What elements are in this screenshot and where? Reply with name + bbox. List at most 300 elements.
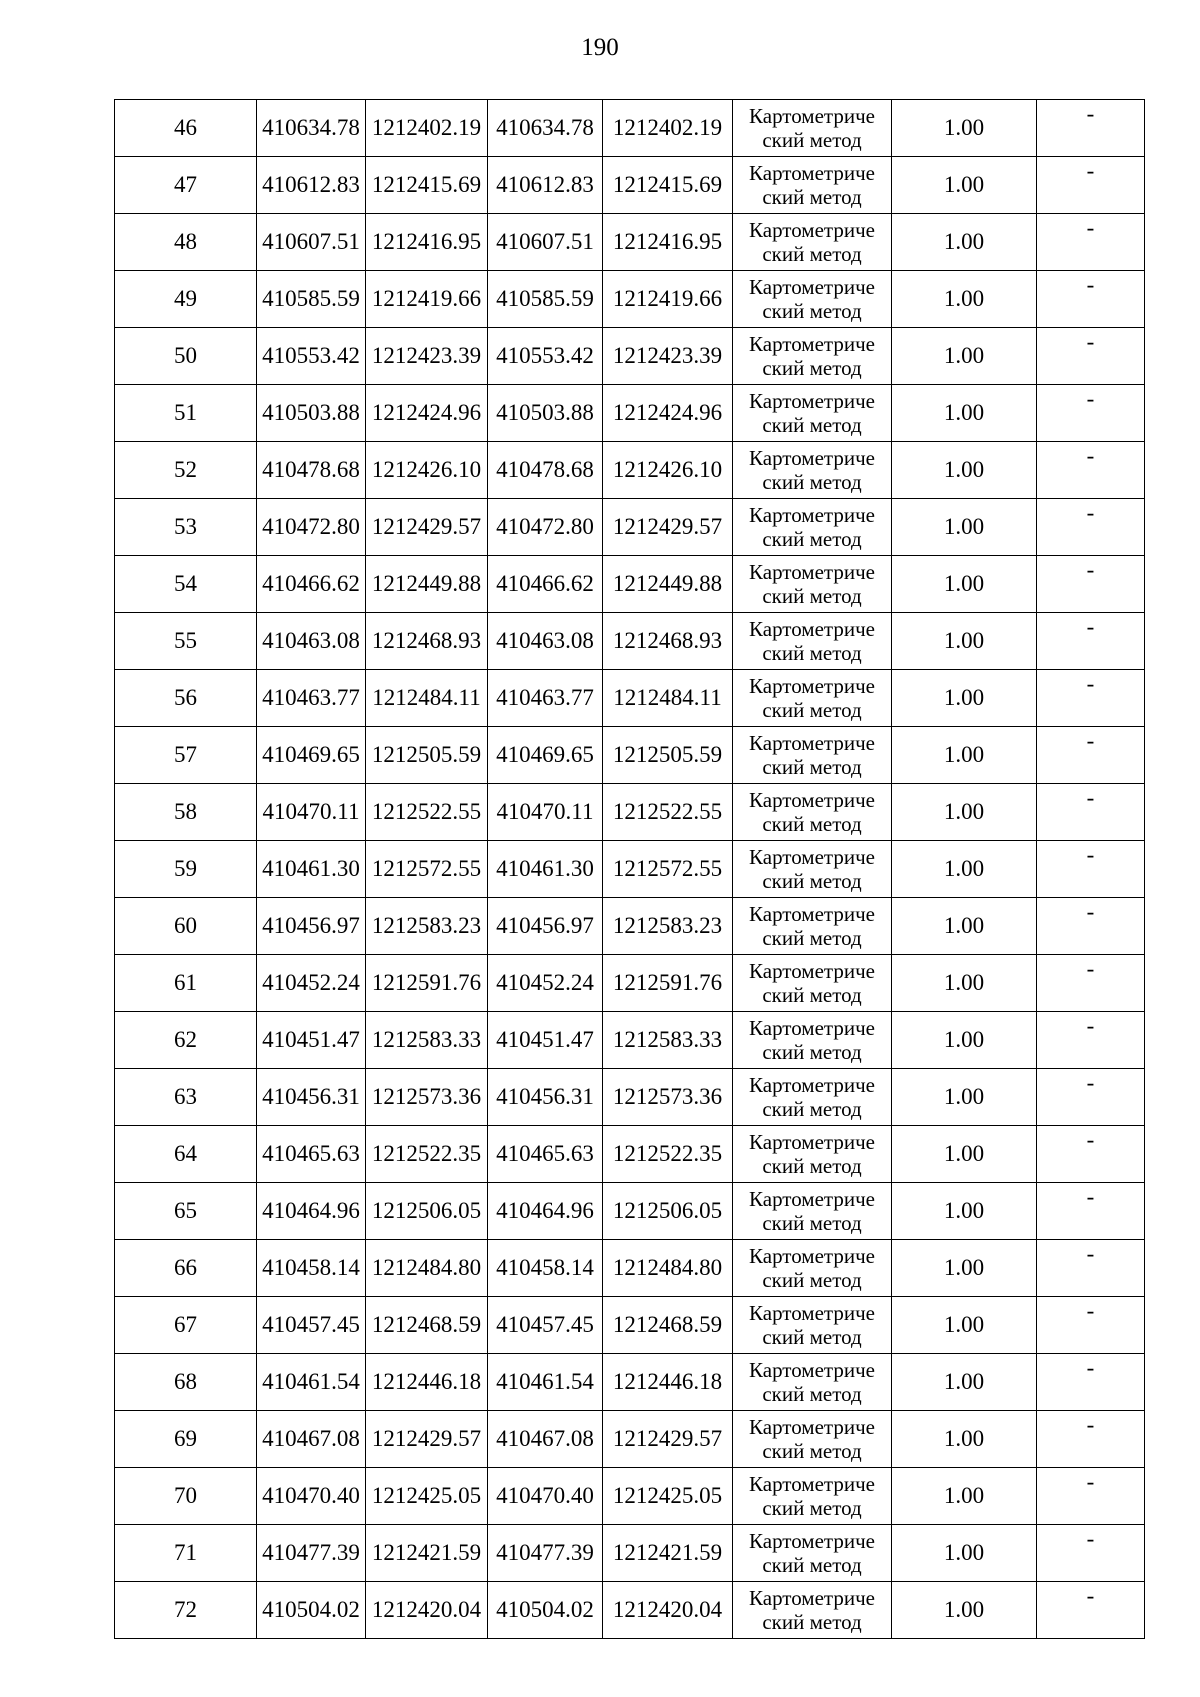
point-number-cell: 54 bbox=[115, 556, 257, 613]
note-cell: - bbox=[1037, 898, 1145, 955]
y-old-cell: 1212484.11 bbox=[366, 670, 488, 727]
method-line1: Картометриче bbox=[749, 1301, 875, 1325]
x-old-cell: 410504.02 bbox=[257, 1582, 366, 1639]
table-row bbox=[115, 1582, 1145, 1639]
method-cell bbox=[733, 841, 892, 898]
accuracy-cell: 1.00 bbox=[892, 1297, 1037, 1354]
point-number-cell: 62 bbox=[115, 1012, 257, 1069]
table-row bbox=[115, 670, 1145, 727]
method-line1: Картометриче bbox=[749, 1130, 875, 1154]
y-old-cell: 1212429.57 bbox=[366, 499, 488, 556]
y-new-cell: 1212416.95 bbox=[603, 214, 733, 271]
x-new-cell: 410612.83 bbox=[488, 157, 603, 214]
accuracy-cell: 1.00 bbox=[892, 898, 1037, 955]
method-line1: Картометриче bbox=[749, 503, 875, 527]
method-cell bbox=[733, 1297, 892, 1354]
method-cell bbox=[733, 1183, 892, 1240]
point-number-cell: 46 bbox=[115, 100, 257, 157]
table-row bbox=[115, 385, 1145, 442]
method-line1: Картометриче bbox=[749, 1415, 875, 1439]
y-new-cell: 1212402.19 bbox=[603, 100, 733, 157]
point-number-cell: 71 bbox=[115, 1525, 257, 1582]
x-old-cell: 410456.31 bbox=[257, 1069, 366, 1126]
point-number-cell: 47 bbox=[115, 157, 257, 214]
accuracy-cell: 1.00 bbox=[892, 955, 1037, 1012]
y-new-cell: 1212429.57 bbox=[603, 1411, 733, 1468]
y-new-cell: 1212468.93 bbox=[603, 613, 733, 670]
method-line2: ский метод bbox=[762, 299, 862, 323]
note-cell: - bbox=[1037, 841, 1145, 898]
accuracy-cell: 1.00 bbox=[892, 1411, 1037, 1468]
accuracy-cell: 1.00 bbox=[892, 670, 1037, 727]
table-row bbox=[115, 1525, 1145, 1582]
note-cell: - bbox=[1037, 1012, 1145, 1069]
table-row bbox=[115, 613, 1145, 670]
note-cell: - bbox=[1037, 784, 1145, 841]
method-line1: Картометриче bbox=[749, 332, 875, 356]
note-cell: - bbox=[1037, 727, 1145, 784]
note-cell: - bbox=[1037, 670, 1145, 727]
method-line2: ский метод bbox=[762, 242, 862, 266]
method-line1: Картометриче bbox=[749, 218, 875, 242]
method-line2: ский метод bbox=[762, 1496, 862, 1520]
method-line2: ский метод bbox=[762, 1553, 862, 1577]
method-line2: ский метод bbox=[762, 1211, 862, 1235]
y-old-cell: 1212402.19 bbox=[366, 100, 488, 157]
x-old-cell: 410461.30 bbox=[257, 841, 366, 898]
table-row bbox=[115, 1069, 1145, 1126]
x-new-cell: 410463.08 bbox=[488, 613, 603, 670]
y-new-cell: 1212468.59 bbox=[603, 1297, 733, 1354]
x-new-cell: 410503.88 bbox=[488, 385, 603, 442]
accuracy-cell: 1.00 bbox=[892, 499, 1037, 556]
y-new-cell: 1212484.11 bbox=[603, 670, 733, 727]
method-line1: Картометриче bbox=[749, 1016, 875, 1040]
method-line1: Картометриче bbox=[749, 1586, 875, 1610]
accuracy-cell: 1.00 bbox=[892, 1012, 1037, 1069]
x-new-cell: 410464.96 bbox=[488, 1183, 603, 1240]
y-old-cell: 1212506.05 bbox=[366, 1183, 488, 1240]
x-old-cell: 410585.59 bbox=[257, 271, 366, 328]
point-number-cell: 68 bbox=[115, 1354, 257, 1411]
x-new-cell: 410607.51 bbox=[488, 214, 603, 271]
x-new-cell: 410467.08 bbox=[488, 1411, 603, 1468]
method-line1: Картометриче bbox=[749, 161, 875, 185]
method-line1: Картометриче bbox=[749, 1073, 875, 1097]
accuracy-cell: 1.00 bbox=[892, 556, 1037, 613]
x-new-cell: 410457.45 bbox=[488, 1297, 603, 1354]
method-cell bbox=[733, 385, 892, 442]
method-line1: Картометриче bbox=[749, 674, 875, 698]
method-cell bbox=[733, 214, 892, 271]
x-old-cell: 410464.96 bbox=[257, 1183, 366, 1240]
x-old-cell: 410472.80 bbox=[257, 499, 366, 556]
method-cell bbox=[733, 1411, 892, 1468]
point-number-cell: 49 bbox=[115, 271, 257, 328]
x-old-cell: 410452.24 bbox=[257, 955, 366, 1012]
table-row bbox=[115, 1468, 1145, 1525]
point-number-cell: 65 bbox=[115, 1183, 257, 1240]
x-old-cell: 410458.14 bbox=[257, 1240, 366, 1297]
table-row bbox=[115, 898, 1145, 955]
method-cell bbox=[733, 1069, 892, 1126]
note-cell: - bbox=[1037, 100, 1145, 157]
x-old-cell: 410466.62 bbox=[257, 556, 366, 613]
x-new-cell: 410456.97 bbox=[488, 898, 603, 955]
note-cell: - bbox=[1037, 1240, 1145, 1297]
method-line2: ский метод bbox=[762, 185, 862, 209]
x-new-cell: 410461.30 bbox=[488, 841, 603, 898]
x-old-cell: 410463.77 bbox=[257, 670, 366, 727]
point-number-cell: 50 bbox=[115, 328, 257, 385]
method-line1: Картометриче bbox=[749, 1358, 875, 1382]
x-old-cell: 410470.40 bbox=[257, 1468, 366, 1525]
method-cell bbox=[733, 613, 892, 670]
accuracy-cell: 1.00 bbox=[892, 613, 1037, 670]
accuracy-cell: 1.00 bbox=[892, 1525, 1037, 1582]
table-row bbox=[115, 1354, 1145, 1411]
y-new-cell: 1212522.55 bbox=[603, 784, 733, 841]
method-line2: ский метод bbox=[762, 584, 862, 608]
y-old-cell: 1212583.23 bbox=[366, 898, 488, 955]
point-number-cell: 63 bbox=[115, 1069, 257, 1126]
y-new-cell: 1212429.57 bbox=[603, 499, 733, 556]
method-cell bbox=[733, 670, 892, 727]
method-line1: Картометриче bbox=[749, 389, 875, 413]
point-number-cell: 70 bbox=[115, 1468, 257, 1525]
note-cell: - bbox=[1037, 499, 1145, 556]
table-row bbox=[115, 1411, 1145, 1468]
method-cell bbox=[733, 328, 892, 385]
method-cell bbox=[733, 898, 892, 955]
y-old-cell: 1212573.36 bbox=[366, 1069, 488, 1126]
accuracy-cell: 1.00 bbox=[892, 1468, 1037, 1525]
x-new-cell: 410452.24 bbox=[488, 955, 603, 1012]
method-line2: ский метод bbox=[762, 812, 862, 836]
method-line2: ский метод bbox=[762, 527, 862, 551]
point-number-cell: 64 bbox=[115, 1126, 257, 1183]
x-old-cell: 410467.08 bbox=[257, 1411, 366, 1468]
x-new-cell: 410472.80 bbox=[488, 499, 603, 556]
method-line1: Картометриче bbox=[749, 1529, 875, 1553]
method-line1: Картометриче bbox=[749, 959, 875, 983]
y-new-cell: 1212505.59 bbox=[603, 727, 733, 784]
y-old-cell: 1212468.93 bbox=[366, 613, 488, 670]
point-number-cell: 60 bbox=[115, 898, 257, 955]
table-row bbox=[115, 784, 1145, 841]
method-line1: Картометриче bbox=[749, 1472, 875, 1496]
table-row bbox=[115, 499, 1145, 556]
method-line2: ский метод bbox=[762, 1040, 862, 1064]
note-cell: - bbox=[1037, 214, 1145, 271]
method-cell bbox=[733, 1525, 892, 1582]
method-cell bbox=[733, 1240, 892, 1297]
method-line2: ский метод bbox=[762, 356, 862, 380]
y-new-cell: 1212484.80 bbox=[603, 1240, 733, 1297]
point-number-cell: 51 bbox=[115, 385, 257, 442]
x-new-cell: 410456.31 bbox=[488, 1069, 603, 1126]
y-old-cell: 1212522.35 bbox=[366, 1126, 488, 1183]
x-new-cell: 410463.77 bbox=[488, 670, 603, 727]
y-old-cell: 1212424.96 bbox=[366, 385, 488, 442]
accuracy-cell: 1.00 bbox=[892, 727, 1037, 784]
note-cell: - bbox=[1037, 328, 1145, 385]
method-line1: Картометриче bbox=[749, 104, 875, 128]
accuracy-cell: 1.00 bbox=[892, 1240, 1037, 1297]
note-cell: - bbox=[1037, 1069, 1145, 1126]
method-line1: Картометриче bbox=[749, 1244, 875, 1268]
note-cell: - bbox=[1037, 1354, 1145, 1411]
x-new-cell: 410461.54 bbox=[488, 1354, 603, 1411]
y-old-cell: 1212419.66 bbox=[366, 271, 488, 328]
method-cell bbox=[733, 1126, 892, 1183]
table-row bbox=[115, 955, 1145, 1012]
x-old-cell: 410465.63 bbox=[257, 1126, 366, 1183]
method-line2: ский метод bbox=[762, 1610, 862, 1634]
table-row bbox=[115, 841, 1145, 898]
y-old-cell: 1212484.80 bbox=[366, 1240, 488, 1297]
method-cell bbox=[733, 442, 892, 499]
method-line1: Картометриче bbox=[749, 1187, 875, 1211]
point-number-cell: 66 bbox=[115, 1240, 257, 1297]
method-cell bbox=[733, 556, 892, 613]
coordinates-table bbox=[114, 99, 1145, 1639]
method-line2: ский метод bbox=[762, 1439, 862, 1463]
note-cell: - bbox=[1037, 271, 1145, 328]
x-old-cell: 410451.47 bbox=[257, 1012, 366, 1069]
table-row bbox=[115, 1297, 1145, 1354]
y-new-cell: 1212522.35 bbox=[603, 1126, 733, 1183]
note-cell: - bbox=[1037, 157, 1145, 214]
note-cell: - bbox=[1037, 955, 1145, 1012]
method-line1: Картометриче bbox=[749, 560, 875, 584]
table-row bbox=[115, 1183, 1145, 1240]
method-line2: ский метод bbox=[762, 1154, 862, 1178]
method-line2: ский метод bbox=[762, 1268, 862, 1292]
table-row bbox=[115, 1012, 1145, 1069]
point-number-cell: 57 bbox=[115, 727, 257, 784]
note-cell: - bbox=[1037, 442, 1145, 499]
note-cell: - bbox=[1037, 1525, 1145, 1582]
x-old-cell: 410461.54 bbox=[257, 1354, 366, 1411]
table-body bbox=[115, 100, 1145, 1639]
method-line2: ский метод bbox=[762, 926, 862, 950]
x-new-cell: 410451.47 bbox=[488, 1012, 603, 1069]
method-line1: Картометриче bbox=[749, 275, 875, 299]
x-new-cell: 410469.65 bbox=[488, 727, 603, 784]
y-new-cell: 1212425.05 bbox=[603, 1468, 733, 1525]
accuracy-cell: 1.00 bbox=[892, 784, 1037, 841]
note-cell: - bbox=[1037, 1468, 1145, 1525]
x-new-cell: 410585.59 bbox=[488, 271, 603, 328]
method-line1: Картометриче bbox=[749, 845, 875, 869]
method-line1: Картометриче bbox=[749, 446, 875, 470]
table-row bbox=[115, 100, 1145, 157]
table-row bbox=[115, 1126, 1145, 1183]
y-old-cell: 1212583.33 bbox=[366, 1012, 488, 1069]
method-line1: Картометриче bbox=[749, 788, 875, 812]
x-new-cell: 410470.11 bbox=[488, 784, 603, 841]
y-old-cell: 1212429.57 bbox=[366, 1411, 488, 1468]
table-row bbox=[115, 328, 1145, 385]
point-number-cell: 58 bbox=[115, 784, 257, 841]
method-line2: ский метод bbox=[762, 755, 862, 779]
method-line2: ский метод bbox=[762, 869, 862, 893]
method-line2: ский метод bbox=[762, 983, 862, 1007]
page-number: 190 bbox=[581, 34, 619, 61]
y-old-cell: 1212572.55 bbox=[366, 841, 488, 898]
x-new-cell: 410504.02 bbox=[488, 1582, 603, 1639]
note-cell: - bbox=[1037, 556, 1145, 613]
note-cell: - bbox=[1037, 1582, 1145, 1639]
x-old-cell: 410477.39 bbox=[257, 1525, 366, 1582]
x-old-cell: 410463.08 bbox=[257, 613, 366, 670]
y-new-cell: 1212591.76 bbox=[603, 955, 733, 1012]
method-cell bbox=[733, 1354, 892, 1411]
note-cell: - bbox=[1037, 1126, 1145, 1183]
x-old-cell: 410469.65 bbox=[257, 727, 366, 784]
accuracy-cell: 1.00 bbox=[892, 157, 1037, 214]
x-new-cell: 410477.39 bbox=[488, 1525, 603, 1582]
y-new-cell: 1212583.33 bbox=[603, 1012, 733, 1069]
y-old-cell: 1212505.59 bbox=[366, 727, 488, 784]
accuracy-cell: 1.00 bbox=[892, 100, 1037, 157]
y-old-cell: 1212421.59 bbox=[366, 1525, 488, 1582]
accuracy-cell: 1.00 bbox=[892, 442, 1037, 499]
x-old-cell: 410553.42 bbox=[257, 328, 366, 385]
y-new-cell: 1212420.04 bbox=[603, 1582, 733, 1639]
x-old-cell: 410456.97 bbox=[257, 898, 366, 955]
method-line1: Картометриче bbox=[749, 731, 875, 755]
y-old-cell: 1212449.88 bbox=[366, 556, 488, 613]
point-number-cell: 56 bbox=[115, 670, 257, 727]
x-old-cell: 410503.88 bbox=[257, 385, 366, 442]
x-new-cell: 410478.68 bbox=[488, 442, 603, 499]
method-cell bbox=[733, 157, 892, 214]
y-new-cell: 1212426.10 bbox=[603, 442, 733, 499]
method-cell bbox=[733, 100, 892, 157]
method-line2: ский метод bbox=[762, 1097, 862, 1121]
point-number-cell: 55 bbox=[115, 613, 257, 670]
accuracy-cell: 1.00 bbox=[892, 1183, 1037, 1240]
y-old-cell: 1212425.05 bbox=[366, 1468, 488, 1525]
point-number-cell: 69 bbox=[115, 1411, 257, 1468]
method-line2: ский метод bbox=[762, 413, 862, 437]
x-new-cell: 410465.63 bbox=[488, 1126, 603, 1183]
y-old-cell: 1212426.10 bbox=[366, 442, 488, 499]
table-row bbox=[115, 1240, 1145, 1297]
point-number-cell: 67 bbox=[115, 1297, 257, 1354]
y-old-cell: 1212591.76 bbox=[366, 955, 488, 1012]
method-cell bbox=[733, 1582, 892, 1639]
point-number-cell: 52 bbox=[115, 442, 257, 499]
y-old-cell: 1212468.59 bbox=[366, 1297, 488, 1354]
x-new-cell: 410466.62 bbox=[488, 556, 603, 613]
method-cell bbox=[733, 727, 892, 784]
x-new-cell: 410553.42 bbox=[488, 328, 603, 385]
accuracy-cell: 1.00 bbox=[892, 1069, 1037, 1126]
method-cell bbox=[733, 1012, 892, 1069]
method-cell bbox=[733, 499, 892, 556]
accuracy-cell: 1.00 bbox=[892, 1354, 1037, 1411]
method-line2: ский метод bbox=[762, 641, 862, 665]
y-new-cell: 1212446.18 bbox=[603, 1354, 733, 1411]
accuracy-cell: 1.00 bbox=[892, 841, 1037, 898]
method-line1: Картометриче bbox=[749, 902, 875, 926]
y-new-cell: 1212423.39 bbox=[603, 328, 733, 385]
accuracy-cell: 1.00 bbox=[892, 328, 1037, 385]
y-new-cell: 1212572.55 bbox=[603, 841, 733, 898]
y-new-cell: 1212583.23 bbox=[603, 898, 733, 955]
point-number-cell: 61 bbox=[115, 955, 257, 1012]
point-number-cell: 72 bbox=[115, 1582, 257, 1639]
accuracy-cell: 1.00 bbox=[892, 1126, 1037, 1183]
y-new-cell: 1212449.88 bbox=[603, 556, 733, 613]
note-cell: - bbox=[1037, 385, 1145, 442]
y-old-cell: 1212522.55 bbox=[366, 784, 488, 841]
method-line2: ский метод bbox=[762, 1325, 862, 1349]
table-row bbox=[115, 157, 1145, 214]
table-row bbox=[115, 727, 1145, 784]
method-cell bbox=[733, 271, 892, 328]
x-new-cell: 410470.40 bbox=[488, 1468, 603, 1525]
y-new-cell: 1212421.59 bbox=[603, 1525, 733, 1582]
y-old-cell: 1212423.39 bbox=[366, 328, 488, 385]
method-cell bbox=[733, 955, 892, 1012]
x-old-cell: 410457.45 bbox=[257, 1297, 366, 1354]
method-cell bbox=[733, 784, 892, 841]
x-old-cell: 410634.78 bbox=[257, 100, 366, 157]
method-line2: ский метод bbox=[762, 470, 862, 494]
note-cell: - bbox=[1037, 1297, 1145, 1354]
table-row bbox=[115, 556, 1145, 613]
accuracy-cell: 1.00 bbox=[892, 385, 1037, 442]
accuracy-cell: 1.00 bbox=[892, 271, 1037, 328]
point-number-cell: 53 bbox=[115, 499, 257, 556]
y-new-cell: 1212415.69 bbox=[603, 157, 733, 214]
y-old-cell: 1212446.18 bbox=[366, 1354, 488, 1411]
point-number-cell: 48 bbox=[115, 214, 257, 271]
y-new-cell: 1212419.66 bbox=[603, 271, 733, 328]
x-old-cell: 410470.11 bbox=[257, 784, 366, 841]
x-new-cell: 410634.78 bbox=[488, 100, 603, 157]
x-new-cell: 410458.14 bbox=[488, 1240, 603, 1297]
x-old-cell: 410478.68 bbox=[257, 442, 366, 499]
method-line2: ский метод bbox=[762, 128, 862, 152]
note-cell: - bbox=[1037, 1411, 1145, 1468]
method-line2: ский метод bbox=[762, 698, 862, 722]
table-row bbox=[115, 271, 1145, 328]
point-number-cell: 59 bbox=[115, 841, 257, 898]
y-new-cell: 1212424.96 bbox=[603, 385, 733, 442]
accuracy-cell: 1.00 bbox=[892, 214, 1037, 271]
method-line1: Картометриче bbox=[749, 617, 875, 641]
y-new-cell: 1212506.05 bbox=[603, 1183, 733, 1240]
table-row bbox=[115, 442, 1145, 499]
y-old-cell: 1212415.69 bbox=[366, 157, 488, 214]
method-line2: ский метод bbox=[762, 1382, 862, 1406]
accuracy-cell: 1.00 bbox=[892, 1582, 1037, 1639]
table-row bbox=[115, 214, 1145, 271]
note-cell: - bbox=[1037, 613, 1145, 670]
y-new-cell: 1212573.36 bbox=[603, 1069, 733, 1126]
x-old-cell: 410607.51 bbox=[257, 214, 366, 271]
x-old-cell: 410612.83 bbox=[257, 157, 366, 214]
y-old-cell: 1212420.04 bbox=[366, 1582, 488, 1639]
method-cell bbox=[733, 1468, 892, 1525]
note-cell: - bbox=[1037, 1183, 1145, 1240]
y-old-cell: 1212416.95 bbox=[366, 214, 488, 271]
